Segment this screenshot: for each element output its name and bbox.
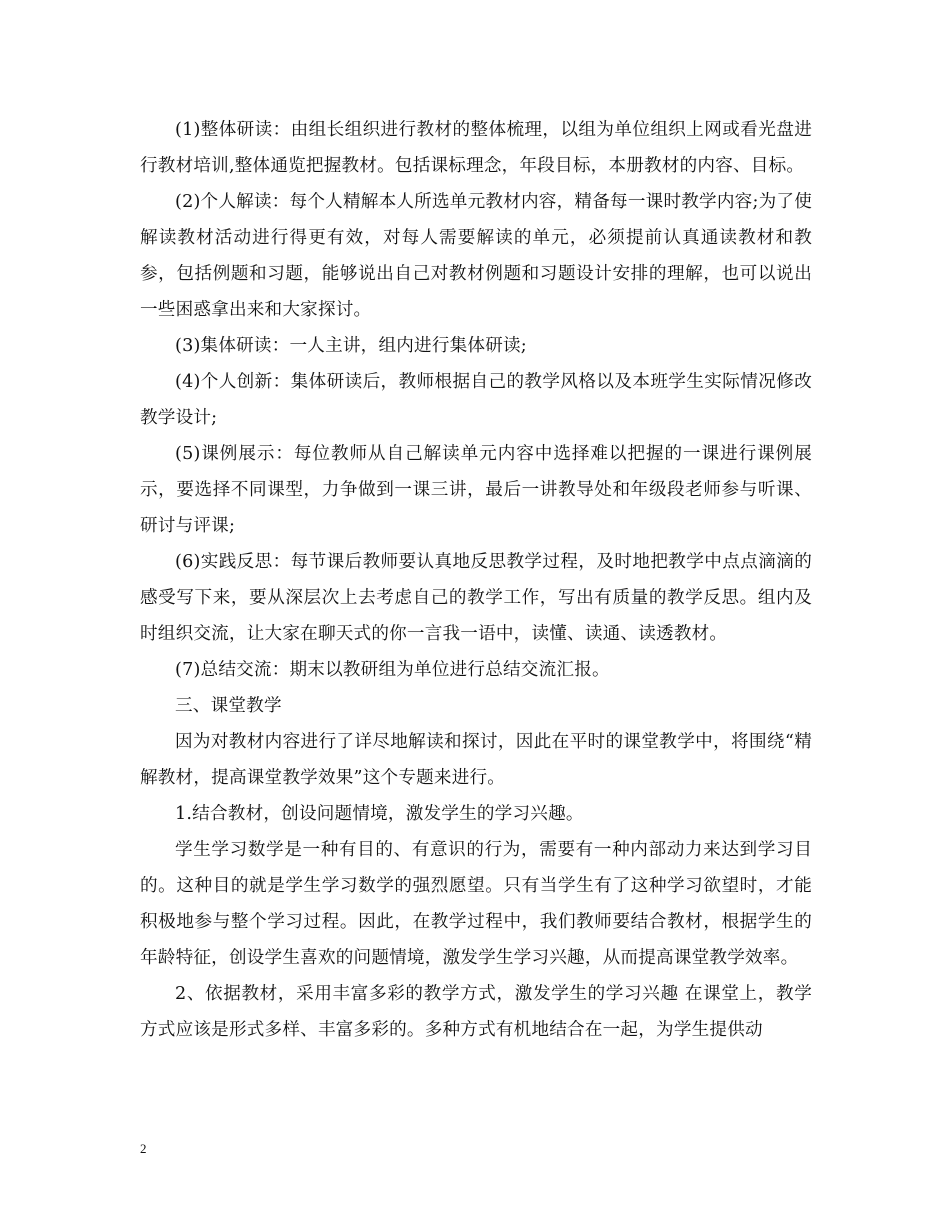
page-number: 2	[140, 1141, 147, 1156]
paragraph-9: 因为对教材内容进行了详尽地解读和探讨，因此在平时的课堂教学中，将围绕“精解教材，提高课堂教学效果”这个专题来进行。	[140, 732, 812, 788]
paragraph-11: 学生学习数学是一种有目的、有意识的行为，需要有一种内部动力来达到学习目的。这种目的就是学生学习数学的强烈愿望。只有当学生有了这种学习欲望时，才能积极地参与整个学习过程。因此，在教学过程中，我们教师要结合教材，根据学生的年龄特征，创设学生喜欢的问题情境，激发学生学习兴趣，从而提高课堂教学效率。	[140, 840, 812, 968]
paragraph-1: (1)整体研读：由组长组织进行教材的整体梳理，以组为单位组织上网或看光盘进行教材培训,整体通览把握教材。包括课标理念，年段目标，本册教材的内容、目标。	[140, 120, 812, 176]
paragraph-2: (2)个人解读：每个人精解本人所选单元教材内容，精备每一课时教学内容;为了使解读教材活动进行得更有效，对每人需要解读的单元，必须提前认真通读教材和教参，包括例题和习题，能够说出自己对教材例题和习题设计安排的理解，也可以说出一些困惑拿出来和大家探讨。	[140, 192, 812, 320]
subheading-1: 1.结合教材，创设问题情境，激发学生的学习兴趣。	[175, 804, 584, 824]
paragraph-12: 2、依据教材，采用丰富多彩的教学方式，激发学生的学习兴趣 在课堂上，教学方式应该是形式多样、丰富多彩的。多种方式有机地结合在一起，为学生提供动	[140, 984, 812, 1040]
paragraph-5: (5)课例展示：每位教师从自己解读单元内容中选择难以把握的一课进行课例展示，要选择不同课型，力争做到一课三讲，最后一讲教导处和年级段老师参与听课、研讨与评课;	[140, 444, 812, 536]
paragraph-7: (7)总结交流：期末以教研组为单位进行总结交流汇报。	[175, 660, 610, 680]
paragraph-6: (6)实践反思：每节课后教师要认真地反思教学过程，及时地把教学中点点滴滴的感受写下来，要从深层次上去考虑自己的教学工作，写出有质量的教学反思。组内及时组织交流，让大家在聊天式的你一言我一语中，读懂、读通、读透教材。	[140, 552, 812, 644]
document-body	[140, 112, 812, 1048]
section-heading: 三、课堂教学	[175, 696, 282, 716]
paragraph-3: (3)集体研读：一人主讲，组内进行集体研读;	[175, 336, 527, 356]
paragraph-4: (4)个人创新：集体研读后，教师根据自己的教学风格以及本班学生实际情况修改教学设计;	[140, 372, 812, 428]
